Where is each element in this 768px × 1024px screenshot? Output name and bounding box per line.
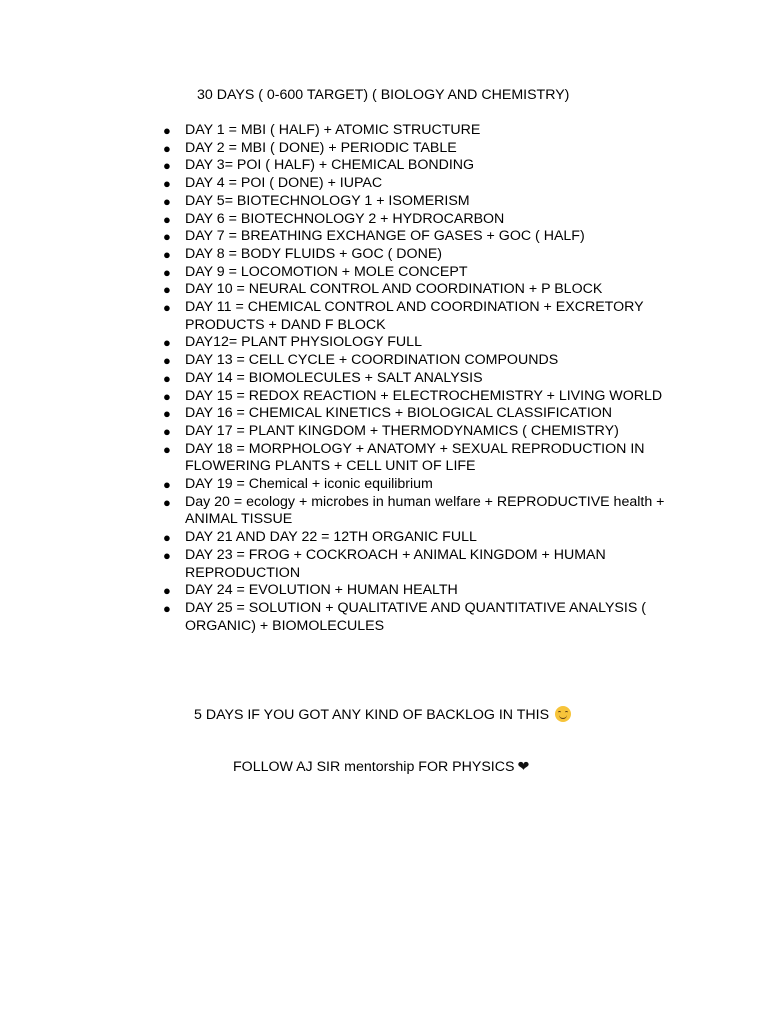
bullet-icon: ●	[163, 600, 171, 616]
follow-note	[233, 759, 529, 777]
bullet-icon: ●	[163, 530, 171, 546]
list-item-text: DAY 1 = MBI ( HALF) + ATOMIC STRUCTURE	[185, 122, 481, 138]
list-item-text: DAY 10 = NEURAL CONTROL AND COORDINATION + P BLOCK	[185, 281, 603, 298]
list-item-text: DAY 21 AND DAY 22 = 12TH ORGANIC FULL	[185, 529, 477, 546]
bullet-icon: ●	[163, 176, 171, 192]
list-item-text: DAY 24 = EVOLUTION + HUMAN HEALTH	[185, 582, 458, 599]
list-item-text: DAY 3= POI ( HALF) + CHEMICAL BONDING	[185, 157, 475, 174]
bullet-icon: ●	[163, 140, 171, 156]
bullet-icon: ●	[163, 264, 171, 280]
list-item	[163, 423, 673, 441]
list-item-text: DAY12= PLANT PHYSIOLOGY FULL	[185, 334, 422, 351]
smiling-face-icon	[555, 706, 571, 722]
heart-icon: ❤	[517, 759, 530, 775]
bullet-icon: ●	[163, 246, 171, 262]
list-item-text: DAY 15 = REDOX REACTION + ELECTROCHEMISTRY + LIVING WORLD	[185, 387, 663, 404]
bullet-icon: ●	[163, 477, 171, 493]
list-item	[163, 264, 673, 282]
list-item-text: DAY 17 = PLANT KINGDOM + THERMODYNAMICS ( CHEMISTRY)	[185, 422, 619, 439]
list-item	[163, 441, 673, 476]
list-item	[163, 157, 673, 175]
list-item-text: Day 20 = ecology + microbes in human welfare + REPRODUCTIVE health + ANIMAL TISSUE	[185, 493, 665, 528]
bullet-icon: ●	[163, 583, 171, 599]
list-item	[163, 529, 673, 547]
bullet-icon: ●	[163, 423, 171, 439]
study-plan-list	[163, 122, 673, 635]
list-item	[163, 246, 673, 264]
bullet-icon: ●	[163, 300, 171, 316]
list-item	[163, 175, 673, 193]
list-item-text: DAY 8 = BODY FLUIDS + GOC ( DONE)	[185, 245, 443, 262]
list-item-text: DAY 23 = FROG + COCKROACH + ANIMAL KINGDOM + HUMAN REPRODUCTION	[185, 546, 606, 581]
list-item-text: DAY 19 = Chemical + iconic equilibrium	[185, 476, 433, 493]
list-item-text: DAY 7 = BREATHING EXCHANGE OF GASES + GOC ( HALF)	[185, 228, 585, 245]
bullet-icon: ●	[163, 441, 171, 457]
bullet-icon: ●	[163, 229, 171, 245]
list-item	[163, 281, 673, 299]
list-item	[163, 228, 673, 246]
list-item	[163, 299, 673, 334]
list-item	[163, 405, 673, 423]
bullet-icon: ●	[163, 123, 171, 138]
follow-note-text: FOLLOW AJ SIR mentorship FOR PHYSICS	[233, 759, 515, 775]
list-item-text: DAY 13 = CELL CYCLE + COORDINATION COMPOUNDS	[185, 352, 559, 369]
bullet-icon: ●	[163, 335, 171, 351]
list-item	[163, 476, 673, 494]
bullet-icon: ●	[163, 388, 171, 404]
list-item	[163, 547, 673, 582]
list-item-text: DAY 18 = MORPHOLOGY + ANATOMY + SEXUAL REPRODUCTION IN FLOWERING PLANTS + CELL UNIT OF LIFE	[185, 440, 645, 475]
list-item	[163, 211, 673, 229]
list-item	[163, 388, 673, 406]
backlog-note	[194, 706, 571, 725]
bullet-icon: ●	[163, 158, 171, 174]
list-item-text: DAY 14 = BIOMOLECULES + SALT ANALYSIS	[185, 369, 483, 386]
list-item-text: DAY 16 = CHEMICAL KINETICS + BIOLOGICAL CLASSIFICATION	[185, 405, 613, 422]
list-item	[163, 600, 673, 635]
list-item-text: DAY 11 = CHEMICAL CONTROL AND COORDINATION + EXCRETORY PRODUCTS + DAND F BLOCK	[185, 299, 644, 333]
bullet-icon: ●	[163, 406, 171, 422]
list-item-text: DAY 4 = POI ( DONE) + IUPAC	[185, 175, 383, 192]
list-item-text: DAY 2 = MBI ( DONE) + PERIODIC TABLE	[185, 139, 457, 156]
list-item	[163, 352, 673, 370]
list-item	[163, 193, 673, 211]
list-item	[163, 494, 673, 529]
bullet-icon: ●	[163, 370, 171, 386]
bullet-icon: ●	[163, 211, 171, 227]
list-item	[163, 122, 673, 140]
list-item-text: DAY 5= BIOTECHNOLOGY 1 + ISOMERISM	[185, 192, 470, 209]
list-item	[163, 582, 673, 600]
list-item	[163, 140, 673, 158]
list-item-text: DAY 6 = BIOTECHNOLOGY 2 + HYDROCARBON	[185, 210, 505, 227]
bullet-icon: ●	[163, 353, 171, 369]
bullet-icon: ●	[163, 494, 171, 510]
list-item-text: DAY 9 = LOCOMOTION + MOLE CONCEPT	[185, 263, 468, 280]
list-item	[163, 334, 673, 352]
bullet-icon: ●	[163, 193, 171, 209]
list-item-text: DAY 25 = SOLUTION + QUALITATIVE AND QUANTITATIVE ANALYSIS ( ORGANIC) + BIOMOLECULES	[185, 599, 646, 634]
backlog-note-text: 5 DAYS IF YOU GOT ANY KIND OF BACKLOG IN THIS	[194, 707, 550, 723]
bullet-icon: ●	[163, 282, 171, 298]
page-title: 30 DAYS ( 0-600 TARGET) ( BIOLOGY AND CHEMISTRY)	[197, 87, 570, 103]
bullet-icon: ●	[163, 547, 171, 563]
list-item	[163, 370, 673, 388]
